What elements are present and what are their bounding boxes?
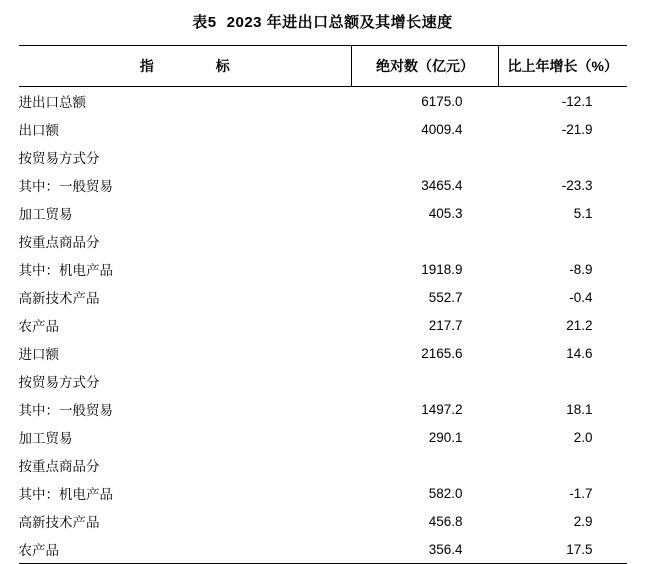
row-growth-value [499, 451, 627, 479]
table-number: 表5 [192, 14, 217, 31]
row-growth-value: 2.9 [573, 513, 593, 529]
row-growth-value: 21.2 [566, 317, 593, 333]
table-row [19, 535, 627, 564]
table-row [19, 87, 627, 116]
row-absolute-value [352, 227, 499, 255]
row-growth-value: 18.1 [566, 401, 593, 417]
row-label: 其中：机电产品 [18, 487, 113, 502]
page-title [0, 0, 645, 45]
row-label: 按贸易方式分 [18, 151, 100, 166]
row-absolute-value: 3465.4 [421, 177, 463, 193]
table-row [19, 199, 627, 227]
column-header-indicator [19, 46, 352, 87]
table-header-row [19, 46, 627, 87]
row-growth-value: -0.4 [569, 289, 593, 305]
table-row [19, 479, 627, 507]
row-absolute-value: 290.1 [428, 429, 463, 445]
table-row [19, 283, 627, 311]
table-row [19, 311, 627, 339]
row-absolute-value: 4009.4 [421, 121, 463, 137]
table-body [19, 87, 627, 564]
row-label: 加工贸易 [18, 431, 73, 446]
column-header-growth: 比上年增长（%） [499, 46, 627, 87]
row-label: 高新技术产品 [18, 515, 100, 530]
table-row [19, 255, 627, 283]
row-growth-value: -1.7 [569, 485, 593, 501]
row-absolute-value: 552.7 [428, 289, 463, 305]
table-row [19, 143, 627, 171]
row-growth-value: 2.0 [573, 429, 593, 445]
table-row [19, 395, 627, 423]
row-absolute-value: 1918.9 [421, 261, 463, 277]
column-header-indicator-label: 指 标 [139, 58, 254, 74]
table-row [19, 171, 627, 199]
row-growth-value: 17.5 [499, 535, 627, 564]
row-label: 农产品 [19, 535, 352, 564]
row-growth-value: -12.1 [561, 93, 593, 109]
row-label: 按重点商品分 [18, 459, 100, 474]
trade-statistics-table [19, 45, 627, 564]
table-row [19, 451, 627, 479]
table-row [19, 339, 627, 367]
row-absolute-value: 217.7 [428, 317, 463, 333]
row-growth-value [499, 143, 627, 171]
row-label: 高新技术产品 [18, 291, 100, 306]
row-label: 农产品 [18, 319, 59, 334]
table-title-text: 2023 年进出口总额及其增长速度 [226, 14, 453, 31]
row-label: 按重点商品分 [18, 235, 100, 250]
row-growth-value: 14.6 [566, 345, 593, 361]
row-growth-value [499, 367, 627, 395]
row-absolute-value: 456.8 [428, 513, 463, 529]
table-row [19, 227, 627, 255]
row-growth-value [499, 227, 627, 255]
row-absolute-value [352, 451, 499, 479]
row-absolute-value [352, 143, 499, 171]
row-label: 其中：一般贸易 [18, 403, 113, 418]
table-row [19, 115, 627, 143]
row-label: 其中：机电产品 [18, 263, 113, 278]
table-row [19, 507, 627, 535]
row-growth-value: 5.1 [573, 205, 593, 221]
row-growth-value: -21.9 [561, 121, 593, 137]
column-header-absolute: 绝对数（亿元） [352, 46, 499, 87]
row-label: 按贸易方式分 [18, 375, 100, 390]
table-header [19, 46, 627, 87]
row-absolute-value [352, 367, 499, 395]
row-absolute-value: 2165.6 [421, 345, 463, 361]
table-row [19, 367, 627, 395]
row-absolute-value: 405.3 [428, 205, 463, 221]
row-growth-value: -8.9 [569, 261, 593, 277]
row-absolute-value: 582.0 [428, 485, 463, 501]
row-label: 加工贸易 [18, 207, 73, 222]
row-absolute-value: 6175.0 [421, 93, 463, 109]
table-row [19, 423, 627, 451]
row-label: 出口额 [18, 123, 59, 138]
row-absolute-value: 356.4 [352, 535, 499, 564]
row-label: 其中：一般贸易 [18, 179, 113, 194]
row-label: 进口额 [18, 347, 59, 362]
row-growth-value: -23.3 [561, 177, 593, 193]
row-label: 进出口总额 [18, 95, 86, 110]
row-absolute-value: 1497.2 [421, 401, 463, 417]
